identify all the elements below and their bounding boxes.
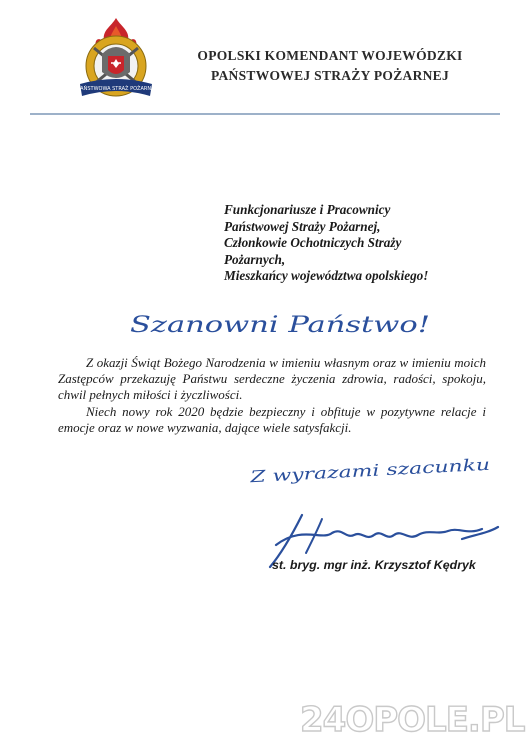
fire-service-emblem-icon (72, 14, 160, 104)
address-line: Pożarnych, (224, 251, 286, 267)
emblem-ribbon-text: PAŃSTWOWA STRAŻ POŻARNA (77, 86, 155, 92)
letterhead-line-2: PAŃSTWOWEJ STRAŻY POŻARNEJ (210, 68, 450, 83)
letterhead-line-1: OPOLSKI KOMENDANT WOJEWÓDZKI (197, 48, 463, 63)
watermark-text: 24OPOLE.PL (300, 700, 525, 740)
address-line: Członkowie Ochotniczych Straży (224, 235, 402, 250)
handwritten-greeting (130, 302, 450, 342)
letterhead-divider (30, 113, 500, 115)
address-line: Funkcjonariusze i Pracownicy (224, 202, 391, 217)
address-block (224, 202, 494, 285)
letter-body (58, 355, 486, 436)
address-line: Mieszkańcy województwa opolskiego! (224, 268, 429, 283)
address-line: Państwowej Straży Pożarnej, (224, 218, 381, 234)
signer-name: st. bryg. mgr inż. Krzysztof Kędryk (272, 558, 476, 572)
handwritten-closing (250, 448, 500, 488)
handwritten-greeting-text: Szanowni Państwo! (130, 313, 430, 338)
letterhead-title (170, 46, 490, 86)
handwritten-closing-text: Z wyrazami szacunku (250, 458, 426, 487)
site-watermark (300, 700, 526, 744)
body-paragraph: Z okazji Świąt Bożego Narodzenia w imieniu własnym oraz w imieniu moich Zastępców przekazuję Państwu serdeczne życzenia zdrowia, radości, spokoju, chwil pełnych miłości i życzliwości. (58, 355, 486, 403)
body-paragraph: Niech nowy rok 2020 będzie bezpieczny i obfituje w pozytywne relacje i emocje oraz w nowe wyzwania, dające wiele satysfakcji. (58, 403, 486, 435)
